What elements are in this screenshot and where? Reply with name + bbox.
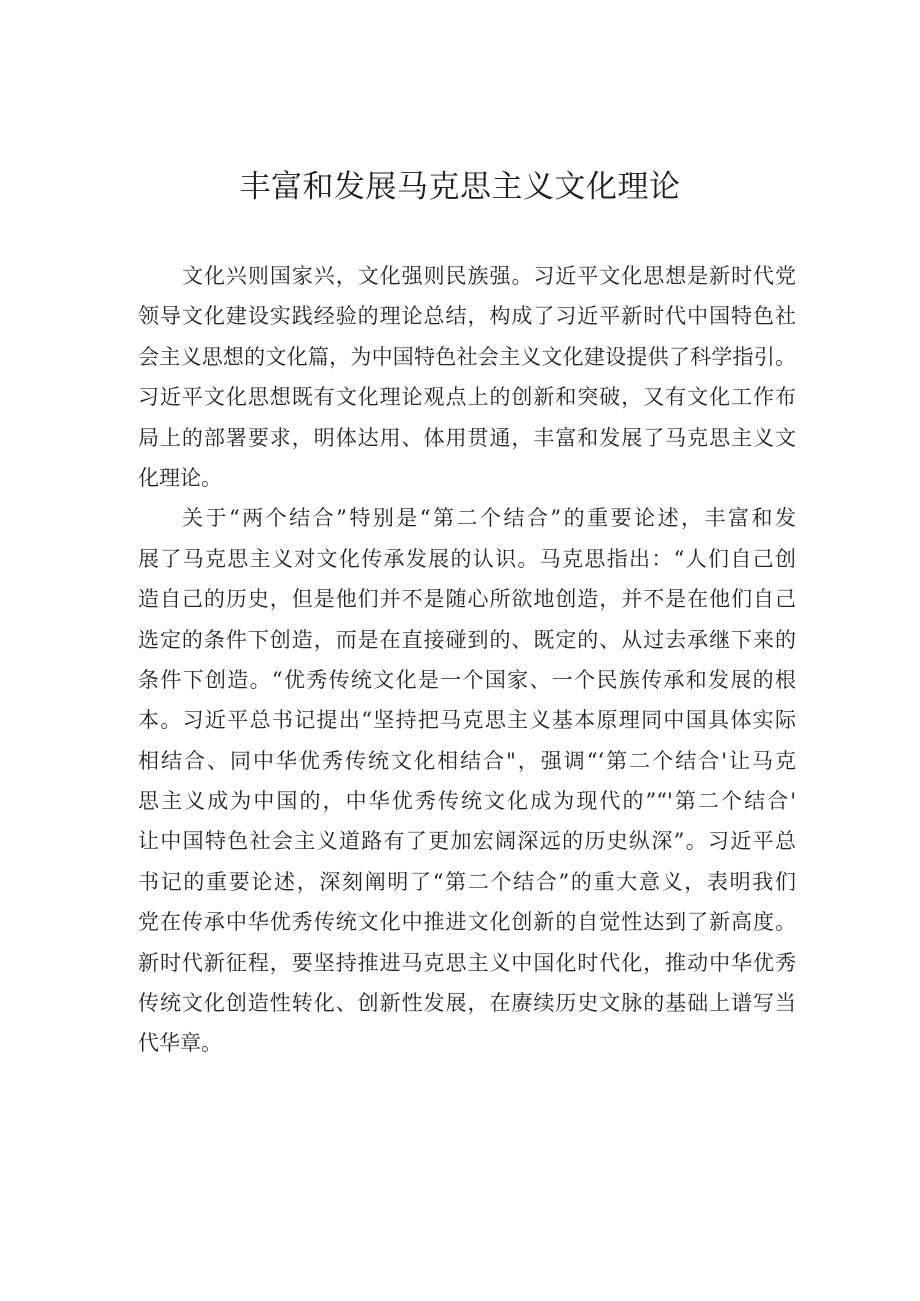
paragraph-2 — [138, 498, 796, 1063]
text-line: 书记的重要论述，深刻阐明了“第二个结合”的重大意义，表明我们 — [138, 869, 796, 894]
text-line: 文化兴则国家兴，文化强则民族强。习近平文化思想是新时代党 — [182, 264, 796, 288]
document-title: 丰富和发展马克思主义文化理论 — [239, 169, 681, 205]
text-line: 新时代新征程，要坚持推进马克思主义中国化时代化，推动中华优秀 — [138, 950, 796, 975]
paragraph-1 — [138, 256, 796, 498]
text-line: 习近平文化思想既有文化理论观点上的创新和突破，又有文化工作布 — [138, 385, 796, 410]
text-line: 局上的部署要求，明体达用、体用贯通，丰富和发展了马克思主义文 — [138, 425, 796, 450]
text-line: 代华章。 — [138, 1031, 222, 1056]
text-line: 本。习近平总书记提出“坚持把马克思主义基本原理同中国具体实际 — [138, 708, 796, 733]
text-line: 领导文化建设实践经验的理论总结，构成了习近平新时代中国特色社 — [138, 304, 796, 329]
text-line: 条件下创造。“优秀传统文化是一个国家、一个民族传承和发展的根 — [138, 667, 796, 692]
text-line: 关于“两个结合”特别是“第二个结合”的重要论述，丰富和发 — [182, 506, 796, 531]
text-line: 相结合、同中华优秀传统文化相结合"，强调“‘第二个结合'让马克 — [138, 748, 796, 773]
text-line: 党在传承中华优秀传统文化中推进文化创新的自觉性达到了新高度。 — [138, 910, 796, 935]
text-line: 造自己的历史，但是他们并不是随心所欲地创造，并不是在他们自己 — [138, 587, 796, 612]
text-line: 会主义思想的文化篇，为中国特色社会主义文化建设提供了科学指引。 — [138, 344, 796, 369]
text-line: 展了马克思主义对文化传承发展的认识。马克思指出：“人们自己创 — [138, 546, 796, 571]
text-line: 传统文化创造性转化、创新性发展，在赓续历史文脉的基础上谱写当 — [138, 991, 796, 1016]
text-line: 让中国特色社会主义道路有了更加宏阔深远的历史纵深”。习近平总 — [138, 829, 796, 854]
document-body — [138, 256, 796, 1064]
text-line: 化理论。 — [138, 465, 222, 490]
text-line: 思主义成为中国的，中华优秀传统文化成为现代的”“'第二个结合' — [138, 789, 796, 814]
text-line: 选定的条件下创造，而是在直接碰到的、既定的、从过去承继下来的 — [138, 627, 796, 652]
